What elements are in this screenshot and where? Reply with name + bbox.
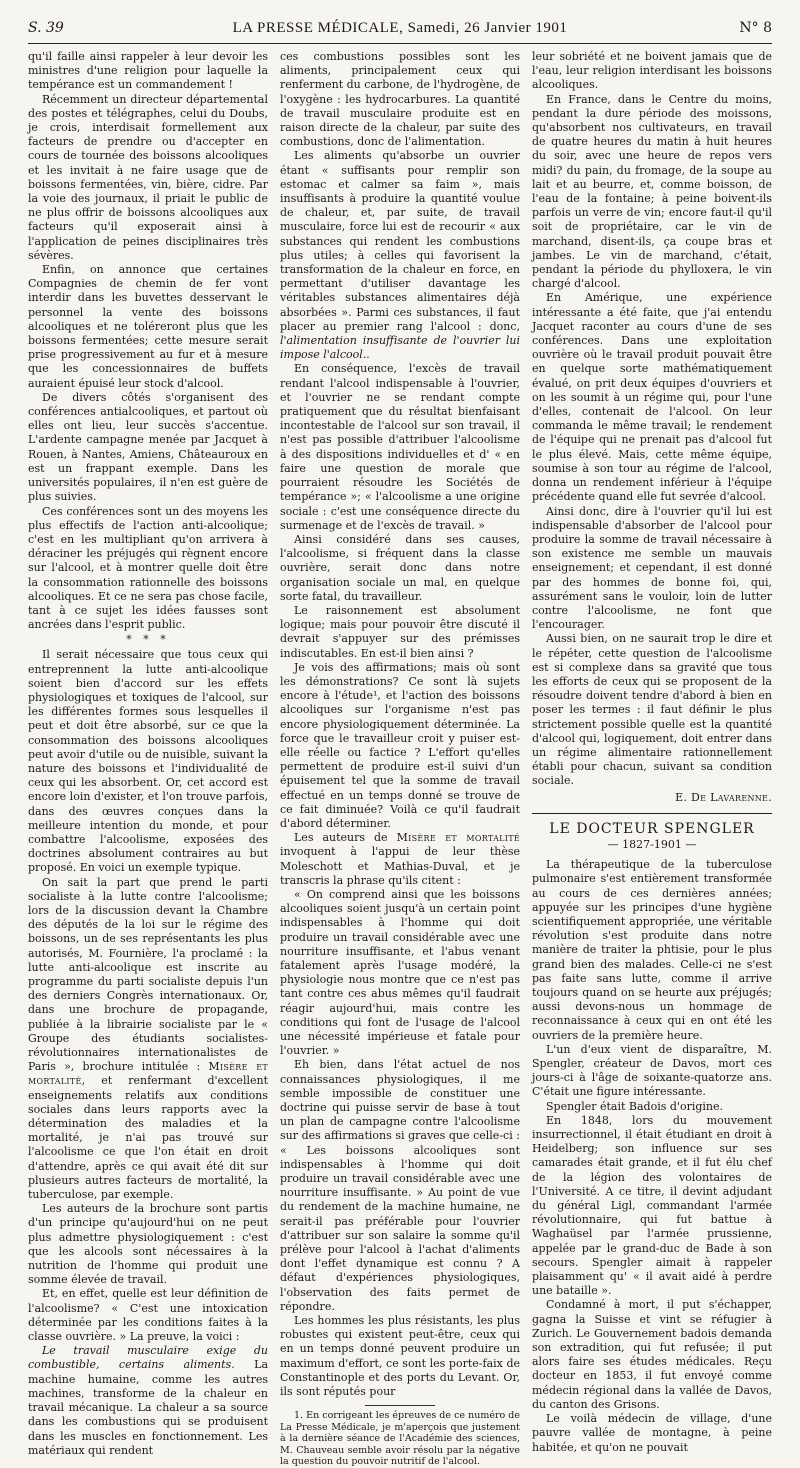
article-separator — [532, 813, 772, 814]
paragraph: Eh bien, dans l'état actuel de nos connaissances physiologiques, il me semble impossible de constituer une doctrine qui puisse servir de base à tout un plan de campagne contre l'alcoolisme sur des affirmations si graves que celle-ci : « Les boissons alcooliques sont indispensables à l'homme qui doit produire un travail considérable avec une nourriture insuffisante. » Au point de vue du rendement de la machine humaine, ne serait-il pas préférable pour l'ouvrier d'attribuer sur son salaire la somme qu'il prélève pour l'alcool à l'achat d'aliments dont l'effet dynamique est connu ? A défaut d'expériences physiologiques, l'observation des faits permet de répondre. — [280, 1058, 520, 1313]
section-separator: * * * — [126, 633, 170, 647]
column-3 — [532, 50, 772, 1454]
author-signature: E. De Lavarenne. — [675, 790, 772, 804]
paragraph: Et, en effet, quelle est leur définition de l'alcoolisme? « C'est une intoxication déterminée par les conditions faites à la classe ouvrière. » La preuve, la voici : — [28, 1287, 268, 1344]
page-header — [28, 18, 772, 44]
paragraph: Enfin, on annonce que certaines Compagnies de chemin de fer vont interdir dans les buvettes desservant le personnel la vente des boissons alcooliques et ne toléreront plus que les boissons fermentées; cette mesure serait prise progressivement au fur et à mesure que les concessionnaires de buffets auraient épuisé leur stock d'alcool. — [28, 263, 268, 390]
paragraph: Condamné à mort, il put s'échapper, gagna la Suisse et vint se réfugier à Zurich. Le Gouvernement badois demanda son extradition, qui fut refusée; il put alors faire ses études médicales. Reçu docteur en 1853, il fut envoyé comme médecin régional dans la vallée de Davos, du canton des Grisons. — [532, 1298, 772, 1411]
journal-title: LA PRESSE MÉDICALE, Samedi, 26 Janvier 1901 — [232, 20, 568, 36]
paragraph: En France, dans le Centre du moins, pendant la dure période des moissons, qu'absorbent nos cultivateurs, en travail de quatre heures du matin à huit heures du soir, avec une heure de repos vers midi? du pain, du fromage, de la soupe au lait et au beurre, et, comme boisson, de l'eau de la fontaine; à peine boivent-ils parfois un verre de vin; encore faut-il qu'il soit de propriétaire, car le vin de marchand, disent-ils, ça coupe bras et jambes. Le vin de marchand, c'était, pendant la période du phylloxera, le vin chargé d'alcool. — [532, 92, 772, 291]
paragraph: Le voilà médecin de village, d'une pauvre vallée de montagne, à peine habitée, et qu'on ne pouvait — [532, 1412, 772, 1454]
paragraph: Récemment un directeur départemental des postes et télégraphes, celui du Doubs, je crois, interdisait formellement aux facteurs de prendre ou d'accepter en cours de tournée des boissons alcooliques et les invitait à ne faire usage que de boissons fermentées, vin, bière, cidre. Par la voie des journaux, il priait le public de ne plus offrir de boissons alcooliques aux facteurs qu'il exposerait ainsi à l'application de peines disciplinaires très sévères. — [28, 92, 268, 262]
issue-number: N° 8 — [739, 20, 772, 36]
paragraph: Les hommes les plus résistants, les plus robustes qui existent peut-être, ceux qui en un temps donné peuvent produire un maximum d'effort, ce sont les porte-faix de Constantinople et des ports du Levant. Or, ils sont réputés pour — [280, 1314, 520, 1399]
brochure-title: Misère et mortalité — [28, 1060, 269, 1088]
article-title: LE DOCTEUR SPENGLER — [549, 820, 755, 837]
paragraph: Le travail musculaire exige du combustible, certains aliments. La machine humaine, comme les autres machines, transforme de la chaleur en travail mécanique. La chaleur a sa source dans les combustions qui se produisent dans les muscles en fonctionnement. Les matériaux qui rendent — [28, 1344, 268, 1457]
paragraph: Les aliments qu'absorbe un ouvrier étant « suffisants pour remplir son estomac et calmer sa faim », mais insuffisants à produire la quantité voulue de chaleur, et, par suite, de travail musculaire, force lui est de recourir « aux substances qui rendent les combustions plus utiles; à celles qui favorisent la transformation de la chaleur en force, en permettant d'utiliser davantage les véritables substances alimentaires déjà absorbées ». Parmi ces substances, il faut placer au premier rang l'alcool : donc, l'alimentation insuffisante de l'ouvrier lui impose l'alcool.. — [280, 149, 520, 362]
column-2 — [280, 50, 520, 1468]
paragraph: Les auteurs de Misère et mortalité invoquent à l'appui de leur thèse Moleschott et Mathias-Duval, et je transcris la phrase qu'ils citent : — [280, 831, 520, 887]
paragraph: Spengler était Badois d'origine. — [546, 1099, 723, 1113]
paragraph: leur sobriété et ne boivent jamais que de l'eau, leur religion interdisant les boissons alcooliques. — [532, 50, 772, 92]
paragraph: Les auteurs de la brochure sont partis d'un principe qu'aujourd'hui on ne peut plus admettre physiologiquement : c'est que les alcools sont nécessaires à la nutrition de l'homme qui produit une somme élevée de travail. — [28, 1202, 268, 1287]
paragraph: On sait la part que prend le parti socialiste à la lutte contre l'alcoolisme; lors de la discussion devant la Chambre des députés de la loi sur le régime des boissons, un de ses représentants les plus autorisés, M. Fournière, l'a proclamé : la lutte anti-alcoolique est inscrite au programme du parti socialiste depuis l'un des derniers Congrès internationaux. Or, dans une brochure de propagande, publiée à la librairie socialiste par le « Groupe des étudiants socialistes-révolutionnaires internationalistes de Paris », brochure intitulée : Misère et mortalité, et renfermant d'excellent enseignements relatifs aux conditions sociales dans leurs rapports avec la détermination des maladies et la mortalité, je n'ai pas trouvé sur l'alcoolisme ce que l'on était en droit d'attendre, après ce qui avait été dit sur plusieurs autres facteurs de mortalité, la tuberculose, par exemple. — [28, 875, 269, 1202]
column-1 — [28, 50, 269, 1457]
paragraph: Ainsi donc, dire à l'ouvrier qu'il lui est indispensable d'absorber de l'alcool pour produire la somme de travail nécessaire à son existence me semble un mauvais enseignement; et cependant, il est donné par des hommes de bonne foi, qui, assurément sans le vouloir, loin de lutter contre l'alcoolisme, ne font que l'encourager. — [532, 504, 772, 632]
paragraph: Aussi bien, on ne saurait trop le dire et le répéter, cette question de l'alcoolisme est si complexe dans sa gravité que tous les efforts de ceux qui se proposent de la résoudre doivent tendre d'abord à bien en poser les termes : il faut définir le plus strictement possible quelle est la quantité d'alcool qui, logiquement, doit entrer dans un régime alimentaire rationnellement établi pour chacun, suivant sa condition sociale. — [532, 632, 772, 788]
quotation: « On comprend ainsi que les boissons alcooliques soient jusqu'à un certain point indispensables à l'homme qui doit produire un travail considérable avec une nourriture insuffisante, et l'abus venant fatalement après l'usage modéré, la physiologie nous montre que ce n'est pas tant contre ces abus mêmes qu'il faudrait réagir aujourd'hui, mais contre les conditions qui font de l'usage de l'alcool une nécessité impérieuse et fatale pour l'ouvrier. » — [280, 887, 520, 1058]
paragraph: Le raisonnement est absolument logique; mais pour pouvoir être discuté il devrait s'appuyer sur des prémisses indiscutables. En est-il bien ainsi ? — [280, 603, 520, 660]
columns — [28, 50, 772, 1468]
footnote: 1. En corrigeant les épreuves de ce numéro de La Presse Médicale, je m'aperçois que justement à la dernière séance de l'Académie des sciences, M. Chauveau semble avoir résolu par la négative la question du pouvoir nutritif de l'alcool. — [280, 1410, 520, 1468]
footnote-rule — [365, 1405, 435, 1406]
page-number: S. 39 — [28, 20, 64, 36]
paragraph: Ainsi considéré dans ses causes, l'alcoolisme, si fréquent dans la classe ouvrière, serait donc dans notre organisation sociale un mal, en quelque sorte fatal, du travailleur. — [280, 532, 520, 603]
paragraph: ces combustions possibles sont les aliments, principalement ceux qui renferment du carbone, de l'hydrogène, de l'oxygène : les hydrocarbures. La quantité de travail musculaire produite est en raison directe de la chaleur, par suite des combustions, donc de l'alimentation. — [280, 50, 520, 149]
article-dates: — 1827-1901 — — [607, 837, 697, 851]
paragraph: En 1848, lors du mouvement insurrectionnel, il était étudiant en droit à Heidelberg; son influence sur ses camarades était grande, et il fut élu chef de la légion des volontaires de l'Université. A ce titre, il devint adjudant du général Ligl, commandant l'armée révolutionnaire, qui fut battue à Waghaüsel par l'armée prussienne, appelée par le grand-duc de Bade à son secours. Spengler aimait à rappeler plaisamment qu' « il avait aidé à perdre une bataille ». — [532, 1113, 772, 1298]
paragraph: L'un d'eux vient de disparaître, M. Spengler, créateur de Davos, mort ces jours-ci à l'âge de soixante-quatorze ans. C'était une figure intéressante. — [532, 1042, 772, 1099]
paragraph: En conséquence, l'excès de travail rendant l'alcool indispensable à l'ouvrier, et l'ouvrier ne se rendant compte pratiquement que du résultat bienfaisant incontestable de l'alcool sur son travail, il n'est pas possible d'attribuer l'alcoolisme à des dispositions individuelles et d' « en faire une question de morale que pourraient résoudre les Sociétés de tempérance »; « l'alcoolisme a une origine sociale : c'est une conséquence directe du surmenage et de l'excès de travail. » — [280, 362, 520, 532]
paragraph: qu'il faille ainsi rappeler à leur devoir les ministres d'une religion pour laquelle la tempérance est un commandement ! — [28, 50, 268, 92]
paragraph: La thérapeutique de la tuberculose pulmonaire s'est entièrement transformée au cours de ces dernières années; appuyée sur les principes d'une hygiène scientifiquement appropriée, une véritable révolution s'est produite dans notre manière de traiter la phtisie, pour le plus grand bien des malades. Celle-ci ne s'est pas faite sans lutte, comme il arrive toujours quand on se heurte aux préjugés; aussi devons-nous un hommage de reconnaissance à ceux qui en ont été les ouvriers de la première heure. — [532, 858, 772, 1042]
paragraph: De divers côtés s'organisent des conférences antialcooliques, et partout où elles ont lieu, leur succès s'accentue. L'ardente campagne menée par Jacquet à Rouen, à Nantes, Amiens, Châteauroux en est un frappant exemple. Dans les universités populaires, il n'en est guère de plus suivies. — [28, 390, 268, 504]
paragraph: Il serait nécessaire que tous ceux qui entreprennent la lutte anti-alcoolique soient bien d'accord sur les effets physiologiques et toxiques de l'alcool, sur les différentes formes sous lesquelles il peut et doit être absorbé, sur ce que la consommation des boissons alcooliques peut avoir d'utile ou de nuisible, suivant la nature des boissons et l'individualité de ceux qui les absorbent. Or, cet accord est encore loin d'exister, et l'on trouve parfois, dans des œuvres conçues dans la meilleure intention du monde, et pour combattre l'alcoolisme, exposées des doctrines absolument contraires au but proposé. En voici un exemple typique. — [28, 648, 268, 875]
paragraph: Je vois des affirmations; mais où sont les démonstrations? Ce sont là sujets encore à l'étude¹, et l'action des boissons alcooliques sur l'organisme n'est pas encore physiologiquement déterminée. La force que le travailleur croit y puiser est-elle réelle ou factice ? L'effort qu'elles permettent de produire est-il suivi d'un épuisement tel que la somme de travail effectué en un temps donné se trouve de ce fait diminuée? Voilà ce qu'il faudrait d'abord déterminer. — [280, 660, 520, 830]
paragraph: Ces conférences sont un des moyens les plus effectifs de l'action anti-alcoolique; c'est en les multipliant qu'on arrivera à déraciner les préjugés qui règnent encore sur l'alcool, et à montrer quelle doit être la consommation rationnelle des boissons alcooliques. Et ce ne sera pas chose facile, tant à ce sujet les idées fausses sont ancrées dans l'esprit public. — [28, 504, 268, 632]
paragraph: En Amérique, une expérience intéressante a été faite, que j'ai entendu Jacquet raconter au cours d'une de ses conférences. Dans une exploitation ouvrière où le travail produit pouvait être en quelque sorte mathématiquement évalué, on prit deux équipes d'ouvriers et on les soumit à un régime qui, pour l'une d'elles, contenait de l'alcool. On leur commanda le même travail; le rendement de l'équipe qui ne prenait pas d'alcool fut le plus élevé. Mais, cette même équipe, soumise à son tour au régime de l'alcool, donna un rendement inférieur à l'équipe précédente quand elle fut sevrée d'alcool. — [532, 291, 772, 504]
brochure-title: Misère et mortalité — [396, 831, 520, 845]
